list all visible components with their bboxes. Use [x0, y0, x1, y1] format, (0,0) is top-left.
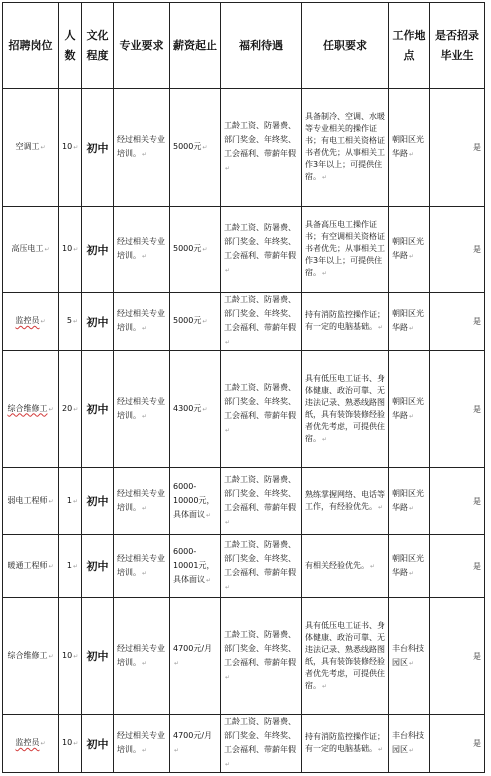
cell-position-text: 高压电工: [11, 244, 44, 253]
cell-count-text: 1: [66, 495, 72, 505]
paragraph-mark-icon: ↵: [73, 246, 79, 253]
paragraph-mark-icon: ↵: [202, 144, 208, 151]
paragraph-mark-icon: ↵: [73, 405, 79, 413]
cell-education-text: 初中: [86, 141, 109, 155]
cell-education-text: 初中: [86, 737, 109, 751]
cell-graduate: [430, 293, 485, 351]
cell-position-text: 综合维修工: [7, 650, 48, 660]
cell-count-text: 1: [66, 560, 72, 570]
cell-major-text: 经过相关专业培训。: [117, 396, 165, 420]
cell-benefits-text: 工龄工资、防暑费、部门奖金、年终奖、工会福利、带薪年假: [224, 382, 296, 420]
paragraph-mark-icon: ↵: [322, 682, 328, 690]
paragraph-mark-icon: ↵: [142, 659, 148, 667]
cell-salary: [170, 293, 221, 351]
paragraph-mark-icon: ↵: [225, 267, 231, 274]
cell-location-text: 丰台科技园区: [392, 731, 424, 754]
paragraph-mark-icon: ↵: [225, 165, 231, 172]
cell-education-text: 初中: [86, 650, 109, 663]
cell-requirements: [302, 293, 389, 351]
cell-position: [3, 468, 59, 535]
cell-major: [114, 207, 170, 293]
cell-position-text: 监控员: [15, 316, 40, 325]
header-education: 文化程度: [82, 3, 114, 89]
paragraph-mark-icon: ↵: [322, 174, 328, 181]
paragraph-mark-icon: ↵: [409, 253, 415, 260]
cell-location: [389, 351, 430, 468]
cell-location-text: 丰台科技园区: [392, 643, 424, 667]
paragraph-mark-icon: ↵: [73, 144, 79, 151]
cell-requirements: [302, 598, 389, 715]
cell-location-text: 朝阳区光华路: [392, 237, 424, 260]
paragraph-mark-icon: ↵: [409, 412, 415, 420]
cell-position: [3, 207, 59, 293]
job-listing-table: [2, 2, 485, 773]
cell-salary-text: 4700元/月: [173, 643, 213, 653]
paragraph-mark-icon: ↵: [142, 151, 148, 158]
cell-requirements-text: 有相关经验优先。: [305, 560, 369, 570]
cell-graduate-text: 是: [473, 404, 481, 414]
job-rows: [3, 89, 485, 773]
cell-position-text: 弱电工程师: [7, 495, 48, 505]
cell-location-text: 朝阳区光华路: [392, 553, 424, 577]
cell-major-text: 经过相关专业培训。: [117, 553, 165, 577]
cell-location: [389, 468, 430, 535]
cell-major: [114, 89, 170, 207]
cell-position: [3, 715, 59, 773]
cell-benefits-text: 工龄工资、防暑费、部门奖金、年终奖、工会福利、带薪年假: [224, 474, 296, 512]
paragraph-mark-icon: ↵: [142, 504, 148, 512]
header-graduate: 是否招录毕业生: [430, 3, 485, 89]
cell-position-text: 暖通工程师: [7, 560, 48, 570]
cell-education: [82, 89, 114, 207]
cell-requirements-text: 持有消防监控操作证；有一定的电脑基础。: [305, 732, 385, 753]
cell-position: [3, 89, 59, 207]
cell-education: [82, 207, 114, 293]
paragraph-mark-icon: ↵: [73, 652, 79, 660]
paragraph-mark-icon: ↵: [409, 747, 415, 754]
cell-salary: [170, 468, 221, 535]
cell-graduate-text: 是: [473, 561, 481, 571]
paragraph-mark-icon: ↵: [142, 412, 148, 420]
cell-benefits-text: 工龄工资、防暑费、部门奖金、年终奖、工会福利、带薪年假: [224, 539, 296, 577]
cell-requirements: [302, 207, 389, 293]
table-row: [3, 351, 485, 468]
header-major: 专业要求: [114, 3, 170, 89]
paragraph-mark-icon: ↵: [409, 504, 415, 512]
paragraph-mark-icon: ↵: [72, 497, 78, 505]
cell-benefits-text: 工龄工资、防暑费、部门奖金、年终奖、工会福利、带薪年假: [224, 121, 296, 158]
cell-location: [389, 535, 430, 598]
cell-benefits-text: 工龄工资、防暑费、部门奖金、年终奖、工会福利、带薪年假: [224, 717, 296, 754]
cell-count: [59, 715, 82, 773]
cell-location: [389, 89, 430, 207]
cell-graduate: [430, 598, 485, 715]
header-salary: 薪资起止: [170, 3, 221, 89]
cell-education: [82, 293, 114, 351]
cell-graduate-text: 是: [473, 651, 481, 661]
paragraph-mark-icon: ↵: [40, 318, 46, 325]
cell-count-text: 10: [62, 738, 73, 747]
paragraph-mark-icon: ↵: [225, 426, 231, 434]
paragraph-mark-icon: ↵: [225, 673, 231, 681]
cell-location: [389, 207, 430, 293]
cell-location-text: 朝阳区光华路: [392, 488, 424, 512]
cell-location-text: 朝阳区光华路: [392, 135, 424, 158]
cell-major-text: 经过相关专业培训。: [117, 643, 165, 667]
cell-salary-text: 6000-10000元，具体面议: [173, 481, 215, 519]
cell-benefits: [221, 89, 302, 207]
cell-salary: [170, 598, 221, 715]
paragraph-mark-icon: ↵: [409, 325, 415, 332]
cell-salary-text: 5000元: [173, 142, 202, 151]
cell-graduate: [430, 715, 485, 773]
cell-count: [59, 293, 82, 351]
paragraph-mark-icon: ↵: [142, 325, 148, 332]
cell-education-text: 初中: [86, 243, 109, 257]
cell-benefits: [221, 351, 302, 468]
table-row: [3, 207, 485, 293]
paragraph-mark-icon: ↵: [378, 503, 384, 511]
cell-graduate: [430, 207, 485, 293]
paragraph-mark-icon: ↵: [48, 562, 54, 570]
cell-salary-text: 4300元: [173, 403, 202, 413]
cell-major-text: 经过相关专业培训。: [117, 135, 165, 158]
cell-salary-text: 6000-10001元，具体面议: [173, 546, 215, 584]
cell-requirements: [302, 351, 389, 468]
table-row: [3, 89, 485, 207]
paragraph-mark-icon: ↵: [225, 583, 231, 591]
cell-education: [82, 715, 114, 773]
cell-count-text: 10: [62, 650, 73, 660]
cell-count: [59, 207, 82, 293]
cell-count-text: 20: [62, 403, 73, 413]
cell-major-text: 经过相关专业培训。: [117, 237, 165, 260]
cell-salary-text: 5000元: [173, 316, 202, 325]
paragraph-mark-icon: ↵: [142, 569, 148, 577]
header-count: 人数: [59, 3, 82, 89]
paragraph-mark-icon: ↵: [174, 659, 180, 667]
table-row: [3, 535, 485, 598]
paragraph-mark-icon: ↵: [48, 405, 54, 413]
cell-education-text: 初中: [86, 560, 109, 573]
cell-major: [114, 598, 170, 715]
paragraph-mark-icon: ↵: [48, 497, 54, 505]
paragraph-mark-icon: ↵: [225, 339, 231, 346]
cell-salary: [170, 715, 221, 773]
cell-salary-text: 4700元/月: [173, 731, 213, 740]
cell-location-text: 朝阳区光华路: [392, 396, 424, 420]
paragraph-mark-icon: ↵: [48, 652, 54, 660]
cell-benefits-text: 工龄工资、防暑费、部门奖金、年终奖、工会福利、带薪年假: [224, 223, 296, 260]
cell-graduate-text: 是: [473, 496, 481, 506]
paragraph-mark-icon: ↵: [206, 576, 212, 584]
paragraph-mark-icon: ↵: [44, 246, 50, 253]
cell-salary: [170, 535, 221, 598]
cell-requirements-text: 具有低压电工证书、身体健康、政治可靠、无违法记录、熟悉线路图纸，具有装饰装修经验者优先考虑，可提供住宿。: [305, 620, 385, 690]
cell-major: [114, 468, 170, 535]
table-row: [3, 598, 485, 715]
cell-count: [59, 468, 82, 535]
cell-major: [114, 535, 170, 598]
cell-graduate: [430, 535, 485, 598]
cell-graduate: [430, 89, 485, 207]
paragraph-mark-icon: ↵: [322, 435, 328, 443]
cell-position: [3, 293, 59, 351]
cell-graduate-text: 是: [473, 317, 481, 326]
cell-location: [389, 293, 430, 351]
cell-benefits-text: 工龄工资、防暑费、部门奖金、年终奖、工会福利、带薪年假: [224, 629, 296, 667]
cell-count: [59, 598, 82, 715]
paragraph-mark-icon: ↵: [409, 151, 415, 158]
cell-location: [389, 598, 430, 715]
paragraph-mark-icon: ↵: [409, 569, 415, 577]
header-location: 工作地点: [389, 3, 430, 89]
cell-requirements: [302, 535, 389, 598]
cell-benefits: [221, 207, 302, 293]
cell-education-text: 初中: [86, 403, 109, 416]
cell-position: [3, 535, 59, 598]
paragraph-mark-icon: ↵: [174, 747, 180, 754]
cell-requirements-text: 具备制冷、空调、水暖等专业相关的操作证书；有电工相关资格证书者优先；从事相关工作3年以上；可提供住宿。: [305, 112, 385, 181]
table-row: [3, 715, 485, 773]
cell-graduate: [430, 351, 485, 468]
paragraph-mark-icon: ↵: [202, 405, 208, 413]
header-requirements: 任职要求: [302, 3, 389, 89]
cell-salary-text: 5000元: [173, 244, 202, 253]
table-row: [3, 468, 485, 535]
cell-count-text: 10: [62, 244, 73, 253]
cell-graduate-text: 是: [473, 143, 481, 152]
paragraph-mark-icon: ↵: [40, 740, 46, 747]
cell-location: [389, 715, 430, 773]
paragraph-mark-icon: ↵: [322, 270, 328, 277]
cell-graduate: [430, 468, 485, 535]
cell-location-text: 朝阳区光华路: [392, 309, 424, 332]
cell-benefits: [221, 598, 302, 715]
cell-education-text: 初中: [86, 495, 109, 508]
table-row: [3, 293, 485, 351]
cell-major-text: 经过相关专业培训。: [117, 488, 165, 512]
cell-requirements-text: 具有低压电工证书、身体健康、政治可靠、无违法记录、熟悉线路图纸，具有装饰装修经验者优先考虑，可提供住宿。: [305, 373, 385, 443]
cell-position: [3, 598, 59, 715]
cell-major: [114, 715, 170, 773]
table-header-row: [3, 3, 485, 89]
paragraph-mark-icon: ↵: [370, 562, 376, 570]
header-position: 招聘岗位: [3, 3, 59, 89]
cell-count: [59, 535, 82, 598]
header-benefits: 福利待遇: [221, 3, 302, 89]
paragraph-mark-icon: ↵: [225, 761, 231, 768]
cell-salary: [170, 351, 221, 468]
cell-graduate-text: 是: [473, 739, 481, 748]
paragraph-mark-icon: ↵: [202, 318, 208, 325]
cell-requirements-text: 具备高压电工操作证书；有空调相关资格证书者优先；从事相关工作3年以上；可提供住宿。: [305, 220, 385, 277]
cell-major: [114, 351, 170, 468]
cell-count: [59, 89, 82, 207]
cell-position-text: 监控员: [15, 738, 40, 747]
cell-education: [82, 351, 114, 468]
paragraph-mark-icon: ↵: [378, 746, 384, 753]
paragraph-mark-icon: ↵: [206, 511, 212, 519]
cell-benefits: [221, 715, 302, 773]
cell-position-text: 空调工: [15, 142, 40, 151]
cell-graduate-text: 是: [473, 245, 481, 254]
paragraph-mark-icon: ↵: [72, 318, 78, 325]
paragraph-mark-icon: ↵: [40, 144, 46, 151]
cell-education: [82, 598, 114, 715]
cell-position: [3, 351, 59, 468]
paragraph-mark-icon: ↵: [225, 518, 231, 526]
paragraph-mark-icon: ↵: [142, 253, 148, 260]
cell-education: [82, 535, 114, 598]
cell-benefits-text: 工龄工资、防暑费、部门奖金、年终奖、工会福利、带薪年假: [224, 295, 296, 332]
cell-benefits: [221, 293, 302, 351]
cell-major: [114, 293, 170, 351]
paragraph-mark-icon: ↵: [72, 562, 78, 570]
cell-requirements: [302, 89, 389, 207]
cell-salary: [170, 207, 221, 293]
cell-education: [82, 468, 114, 535]
cell-major-text: 经过相关专业培训。: [117, 309, 165, 332]
cell-education-text: 初中: [86, 315, 109, 329]
cell-requirements-text: 熟练掌握网络、电话等工作，有经验优先。: [305, 489, 385, 511]
cell-count-text: 5: [66, 316, 72, 325]
paragraph-mark-icon: ↵: [73, 740, 79, 747]
cell-count: [59, 351, 82, 468]
cell-count-text: 10: [62, 142, 73, 151]
cell-requirements-text: 持有消防监控操作证；有一定的电脑基础。: [305, 310, 385, 331]
paragraph-mark-icon: ↵: [142, 747, 148, 754]
cell-requirements: [302, 468, 389, 535]
paragraph-mark-icon: ↵: [202, 246, 208, 253]
cell-salary: [170, 89, 221, 207]
cell-requirements: [302, 715, 389, 773]
paragraph-mark-icon: ↵: [378, 324, 384, 331]
cell-benefits: [221, 535, 302, 598]
paragraph-mark-icon: ↵: [409, 659, 415, 667]
cell-position-text: 综合维修工: [7, 403, 48, 413]
cell-benefits: [221, 468, 302, 535]
cell-major-text: 经过相关专业培训。: [117, 731, 165, 754]
